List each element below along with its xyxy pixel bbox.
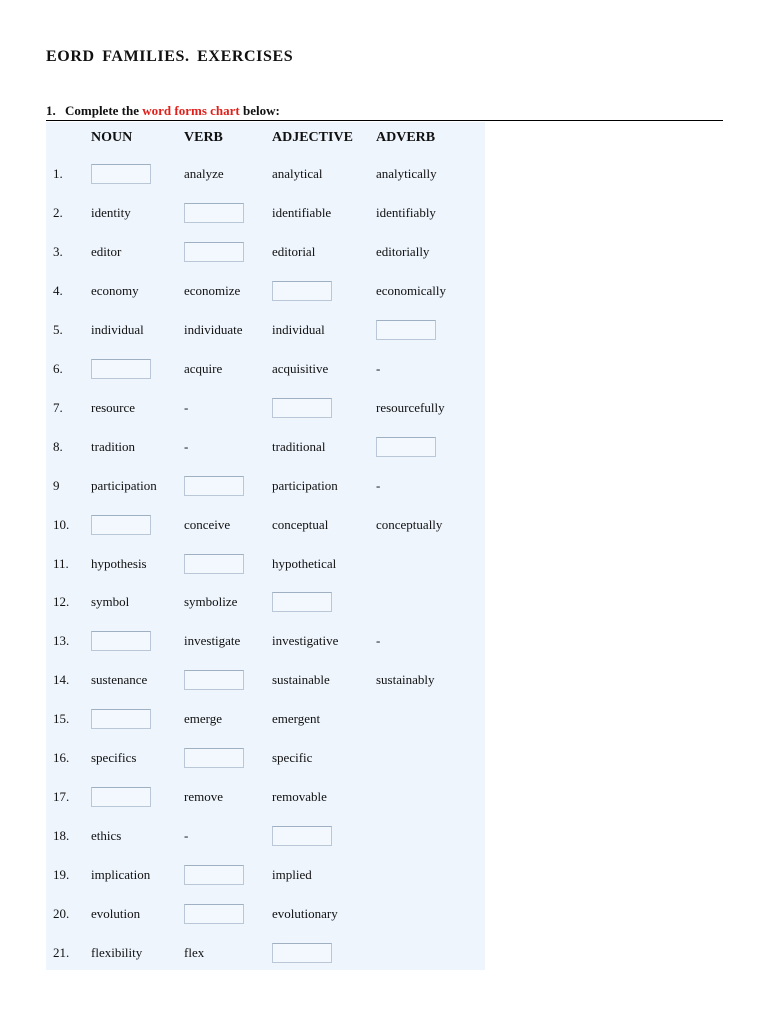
row-number: 4.	[53, 282, 63, 298]
adverb-cell: identifiably	[376, 204, 436, 220]
exercise-instruction	[46, 103, 723, 121]
verb-answer-field[interactable]	[184, 904, 244, 924]
row-number: 8.	[53, 438, 63, 454]
row-number: 18.	[53, 828, 70, 844]
row-number: 11.	[53, 555, 69, 571]
verb-cell: individuate	[184, 321, 243, 337]
noun-cell: participation	[91, 477, 157, 493]
table-row	[46, 746, 485, 770]
table-row	[46, 941, 485, 965]
adjective-answer-field[interactable]	[272, 398, 332, 418]
table-row	[46, 318, 485, 342]
verb-answer-field[interactable]	[184, 242, 244, 262]
verb-answer-field[interactable]	[184, 203, 244, 223]
verb-answer-field[interactable]	[184, 865, 244, 885]
verb-cell: remove	[184, 789, 223, 805]
adjective-cell: participation	[272, 477, 338, 493]
verb-answer-field[interactable]	[184, 476, 244, 496]
instruction-suffix: below:	[243, 103, 280, 118]
table-row	[46, 590, 485, 614]
table-row	[46, 863, 485, 887]
table-row	[46, 629, 485, 653]
verb-cell: conceive	[184, 516, 231, 532]
adjective-cell: investigative	[272, 633, 339, 649]
adverb-answer-field[interactable]	[376, 437, 436, 457]
noun-answer-field[interactable]	[91, 359, 151, 379]
noun-cell: implication	[91, 867, 151, 883]
row-number: 14.	[53, 672, 70, 688]
table-row	[46, 201, 485, 225]
adjective-answer-field[interactable]	[272, 826, 332, 846]
adjective-cell: traditional	[272, 438, 326, 454]
adjective-cell: removable	[272, 789, 327, 805]
noun-cell: identity	[91, 204, 131, 220]
verb-cell: investigate	[184, 633, 241, 649]
row-number: 9	[53, 477, 60, 493]
table-row	[46, 396, 485, 420]
adverb-cell: conceptually	[376, 516, 443, 532]
row-number: 5.	[53, 321, 63, 337]
adjective-cell: identifiable	[272, 204, 332, 220]
verb-cell: -	[184, 438, 189, 454]
table-row	[46, 824, 485, 848]
adjective-cell: hypothetical	[272, 555, 337, 571]
table-row	[46, 707, 485, 731]
adverb-cell: -	[376, 633, 381, 649]
row-number: 16.	[53, 750, 70, 766]
row-number: 21.	[53, 945, 70, 960]
row-number: 1.	[53, 166, 63, 181]
noun-answer-field[interactable]	[91, 164, 151, 184]
table-row	[46, 162, 485, 186]
row-number: 15.	[53, 711, 70, 727]
noun-answer-field[interactable]	[91, 515, 151, 535]
adverb-cell: economically	[376, 282, 447, 298]
verb-cell: -	[184, 399, 189, 415]
adjective-cell: specific	[272, 750, 313, 766]
adjective-cell: sustainable	[272, 672, 330, 688]
adverb-cell: analytically	[376, 166, 437, 181]
table-row	[46, 357, 485, 381]
noun-cell: flexibility	[91, 945, 143, 960]
noun-cell: ethics	[91, 828, 122, 844]
adjective-cell: editorial	[272, 243, 316, 259]
adverb-cell: -	[376, 360, 381, 376]
adjective-answer-field[interactable]	[272, 281, 332, 301]
noun-cell: specifics	[91, 750, 137, 766]
verb-cell: emerge	[184, 711, 223, 727]
table-row	[46, 785, 485, 809]
adjective-cell: emergent	[272, 711, 321, 727]
row-number: 7.	[53, 399, 63, 415]
table-row	[46, 668, 485, 692]
verb-cell: acquire	[184, 360, 223, 376]
verb-cell: analyze	[184, 166, 224, 181]
adjective-answer-field[interactable]	[272, 592, 332, 612]
adverb-cell: editorially	[376, 243, 430, 259]
adjective-cell: implied	[272, 867, 312, 883]
noun-cell: sustenance	[91, 672, 148, 688]
instruction-prefix: Complete the	[65, 103, 140, 118]
verb-answer-field[interactable]	[184, 748, 244, 768]
row-number: 20.	[53, 906, 70, 922]
verb-cell: -	[184, 828, 189, 844]
table-row	[46, 435, 485, 459]
exercise-number: 1.	[46, 103, 56, 118]
table-row	[46, 474, 485, 498]
noun-answer-field[interactable]	[91, 787, 151, 807]
header-adverb: ADVERB	[376, 130, 436, 145]
noun-answer-field[interactable]	[91, 709, 151, 729]
adverb-cell: sustainably	[376, 672, 435, 688]
adjective-answer-field[interactable]	[272, 943, 332, 963]
adverb-cell: resourcefully	[376, 399, 445, 415]
table-row	[46, 240, 485, 264]
adverb-answer-field[interactable]	[376, 320, 436, 340]
page-title: EORD FAMILIES. EXERCISES	[46, 48, 294, 65]
noun-cell: tradition	[91, 438, 136, 454]
row-number: 17.	[53, 789, 70, 805]
header-adjective: ADJECTIVE	[272, 130, 353, 145]
row-number: 13.	[53, 633, 70, 649]
noun-cell: resource	[91, 399, 136, 415]
row-number: 3.	[53, 243, 63, 259]
noun-cell: individual	[91, 321, 144, 337]
adjective-cell: evolutionary	[272, 906, 338, 922]
verb-answer-field[interactable]	[184, 554, 244, 574]
noun-cell: hypothesis	[91, 555, 147, 571]
adjective-cell: analytical	[272, 166, 323, 181]
verb-cell: economize	[184, 282, 241, 298]
table-row	[46, 279, 485, 303]
noun-cell: editor	[91, 243, 122, 259]
verb-cell: flex	[184, 945, 205, 960]
row-number: 19.	[53, 867, 70, 883]
adverb-cell: -	[376, 477, 381, 493]
header-verb: VERB	[184, 130, 223, 145]
adjective-cell: acquisitive	[272, 360, 329, 376]
word-forms-chart	[46, 122, 485, 970]
table-row	[46, 513, 485, 537]
verb-answer-field[interactable]	[184, 670, 244, 690]
row-number: 2.	[53, 204, 63, 220]
noun-answer-field[interactable]	[91, 631, 151, 651]
header-noun: NOUN	[91, 130, 133, 145]
adjective-cell: conceptual	[272, 516, 329, 532]
adjective-cell: individual	[272, 321, 325, 337]
verb-cell: symbolize	[184, 594, 238, 610]
noun-cell: evolution	[91, 906, 141, 922]
row-number: 12.	[53, 594, 70, 610]
noun-cell: symbol	[91, 594, 130, 610]
noun-cell: economy	[91, 282, 139, 298]
row-number: 6.	[53, 360, 63, 376]
table-row	[46, 902, 485, 926]
row-number: 10.	[53, 516, 70, 532]
table-row	[46, 552, 485, 576]
instruction-highlight: word forms chart	[142, 103, 240, 118]
